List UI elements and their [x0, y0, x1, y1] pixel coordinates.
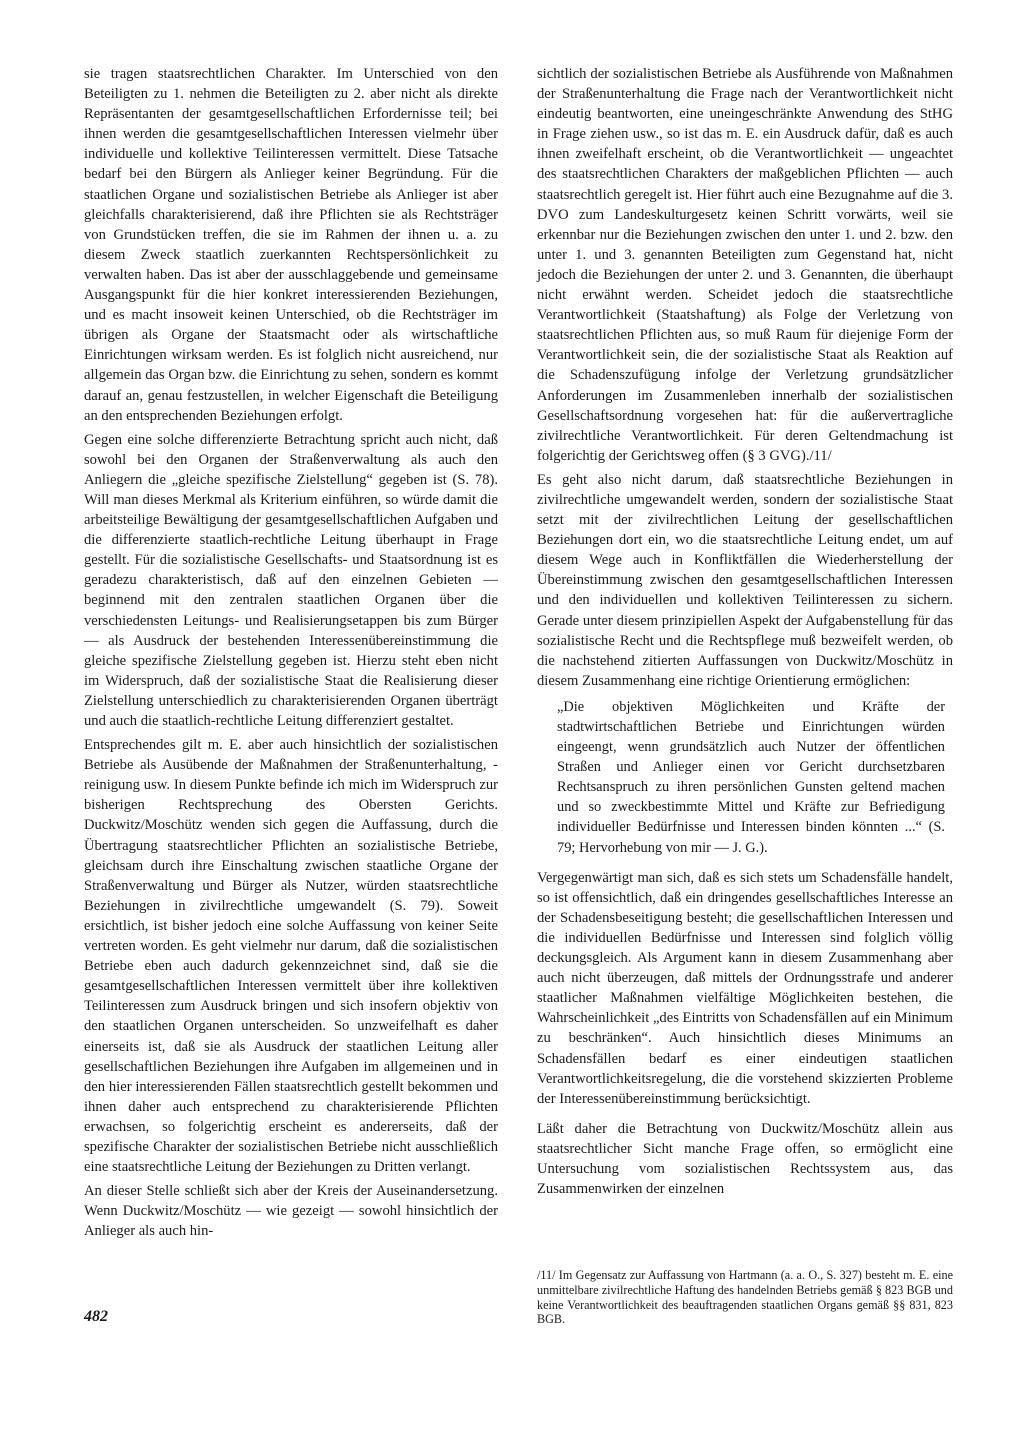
paragraph: Gegen eine solche differenzierte Betrachtung spricht auch nicht, daß sowohl bei den Organen der Straßenverwaltung als auch den Anliegern die „gleiche spezifische Zielstellung“ gegeben ist (S. 78). Will man dieses Merkmal als Kriterium einführen, so würde damit die arbeitsteilige Bewältigung der gesamtgesellschaftlichen Aufgaben und die differenzierte staatlich-rechtliche Leitung überhaupt in Frage gestellt. Für die sozialistische Gesellschafts- und Staatsordnung ist es geradezu charakteristisch, daß auf den einzelnen Gebieten — beginnend mit den zentralen staatlichen Organen über die verschiedensten Leitungs- und Realisierungsetappen bis zum Bürger — als Ausdruck der bestehenden Interessenübereinstimmung die gleiche spezifische Zielstellung gegeben ist. Hierzu steht eben nicht im Widerspruch, daß der sozialistische Staat die Realisierung dieser Zielstellung unterschiedlich zu charakterisierenden Organen überträgt und auch die staatlich-rechtliche Leitung differenziert gestaltet.: [84, 431, 498, 729]
paragraph: sie tragen staatsrechtlichen Charakter. Im Unterschied von den Beteiligten zu 1. nehmen die Beteiligten zu 2. aber nicht als direkte Repräsentanten der gesamtgesellschaftlichen Erfordernisse teil; bei ihnen werden die gesamtgesellschaftlichen Interessen vielmehr über individuelle und kollektive Teilinteressen vermittelt. Diese Tatsache bedarf bei den Bürgern als Anlieger keiner Begründung. Für die staatlichen Organe und sozialistischen Betriebe als Anlieger ist aber gleichfalls charakterisierend, daß ihre Pflichten sie als Rechtsträger von Grundstücken treffen, die sie im Rahmen der ihnen u. a. zu diesem Zweck staatlich zuerkannten Rechtspersönlichkeit zu verwalten haben. Das ist aber der ausschlaggebende und gemeinsame Ausgangspunkt für die hier konkret interessierenden Beziehungen, und es macht insoweit keinen Unterschied, ob die Rechtsträger im übrigen als Organe der Staatsmacht oder als wirtschaftliche Einrichtungen wirksam werden. Es ist folglich nicht ausreichend, nur allgemein das Organ bzw. die Einrichtung zu sehen, sondern es kommt darauf an, genau festzustellen, in welcher Eigenschaft die Beteiligung an den entsprechenden Beziehungen erfolgt.: [84, 66, 498, 424]
page-number: 482: [84, 1308, 108, 1325]
paragraph: Vergegenwärtigt man sich, daß es sich stets um Schadensfälle handelt, so ist offensichtlich, daß ein dringendes gesellschaftliches Interesse an der Schadensbeseitigung besteht; die gesellschaftlichen Interessen und die individuellen Bedürfnisse und Interessen sind folglich völlig deckungsgleich. Als Argument kann in diesem Zusammenhang aber auch nicht überzeugen, daß mittels der Ordnungsstrafe und anderer staatlicher Maßnahmen vielfältige Möglichkeiten bestehen, die Wahrscheinlichkeit „des Eintritts von Schadensfällen auf ein Minimum zu beschränken“. Auch hinsichtlich dieses Minimums an Schadensfällen bedarf es einer eindeutigen staatlichen Verantwortlichkeitsregelung, die die vorstehend skizzierten Probleme der Interessenübereinstimmung berücksichtigt.: [537, 869, 953, 1107]
footnote: [537, 1268, 953, 1327]
paragraph: An dieser Stelle schließt sich aber der Kreis der Auseinandersetzung. Wenn Duckwitz/Moschütz — wie gezeigt — sowohl hinsichtlich der Anlieger als auch hin-: [84, 1183, 498, 1240]
paragraph: sichtlich der sozialistischen Betriebe als Ausführende von Maßnahmen der Straßenunterhaltung die Frage nach der Verantwortlichkeit nicht eindeutig beantworten, eine uneingeschränkte Anwendung des StHG in Frage ziehen usw., so ist das m. E. ein Ausdruck dafür, daß es auch ihnen zweifelhaft erscheint, ob die Verantwortlichkeit — ungeachtet des staatsrechtlichen Charakters der maßgeblichen Pflichten — auch staatsrechtlich geregelt ist. Hier führt auch eine Bezugnahme auf die 3. DVO zum Landeskulturgesetz keinen Schritt vorwärts, weil sie erkennbar nur die Beziehungen zwischen den unter 1. und 2. bzw. den unter 1. und 3. genannten Beteiligten zum Gegenstand hat, nicht jedoch die Beziehungen der unter 2. und 3. Genannten, die überhaupt nicht erwähnt werden. Scheidet jedoch die staatsrechtliche Verantwortlichkeit (Staatshaftung) als Folge der Verletzung von staatsrechtlichen Pflichten aus, so muß Raum für diejenige Form der Verantwortlichkeit sein, die der sozialistische Staat als Reaktion auf die Schadenszufügung infolge der Verletzung grundsätzlicher Anforderungen im Zusammenleben innerhalb der sozialistischen Gesellschaftsordnung vorgesehen hat: für die außervertragliche zivilrechtliche Verantwortlichkeit. Für deren Geltendmachung ist folgerichtig der Gerichtsweg offen (§ 3 GVG)./11/: [537, 66, 953, 464]
block-quote: „Die objektiven Möglichkeiten und Kräfte der stadtwirtschaftlichen Betriebe und Einrichtungen würden eingeengt, wenn grundsätzlich auch Nutzer der öffentlichen Straßen und Anlieger einen vor Gericht durchsetzbaren Rechtsanspruch zu ihren persönlichen Gunsten geltend machen und so zweckbestimmte Mittel und Kräfte zur Befriedigung individueller Bedürfnisse und Interessen binden könnten ...“ (S. 79; Hervorhebung von mir — J. G.).: [557, 698, 945, 856]
paragraph: Entsprechendes gilt m. E. aber auch hinsichtlich der sozialistischen Betriebe als Ausübende der Maßnahmen der Straßenunterhaltung, -reinigung usw. In diesem Punkte befinde ich mich im Widerspruch zur bisherigen Rechtsprechung des Obersten Gerichts. Duckwitz/Moschütz wenden sich gegen die Auffassung, durch die Übertragung staatsrechtlicher Pflichten an sozialistische Betriebe, gleichsam durch ihre Einschaltung zwischen staatliche Organe der Straßenverwaltung und Bürger als Nutzer, würden staatsrechtliche Beziehungen in zivilrechtliche umgewandelt (S. 79). Soweit ersichtlich, ist bisher jedoch eine solche Auffassung von keiner Seite vertreten worden. Es geht vielmehr nur darum, daß die sozialistischen Betriebe eben auch dadurch gekennzeichnet sind, daß sie die gesamtgesellschaftlichen Interessen vermittelt über ihre kollektiven Teilinteressen zum Ausdruck bringen und sich insofern objektiv von den staatlichen Organen unterscheiden. So unzweifelhaft es daher einerseits ist, daß sie als Ausdruck der staatlichen Leitung aller gesellschaftlichen Beziehungen ihre Aufgaben im allgemeinen und in den hier interessierenden Fällen staatsrechtlich gestellt bekommen und ihnen daher auch entsprechend zu charakterisierende Pflichten erwachsen, so folgerichtig erscheint es andererseits, daß der spezifische Charakter der sozialistischen Betriebe nicht ausschließlich eine staatsrechtliche Leitung der Beziehungen zu Dritten verlangt.: [84, 737, 498, 1176]
footnote-text: /11/ Im Gegensatz zur Auffassung von Hartmann (a. a. O., S. 327) besteht m. E. eine unmittelbare zivilrechtliche Haftung des handelnden Betriebs gemäß § 823 BGB und keine Verantwortlichkeit des beauftragenden staatlichen Organs gemäß §§ 831, 823 BGB.: [537, 1268, 953, 1327]
paragraph: Läßt daher die Betrachtung von Duckwitz/Moschütz allein aus staatsrechtlicher Sicht manche Frage offen, so ermöglicht eine Untersuchung vom sozialistischen Rechtssystem aus, das Zusammenwirken der einzelnen: [537, 1120, 953, 1198]
right-column: [537, 64, 953, 1199]
left-column: [84, 64, 498, 1241]
paragraph: Es geht also nicht darum, daß staatsrechtliche Beziehungen in zivilrechtliche umgewandelt werden, sondern der sozialistische Staat setzt mit der zivilrechtlichen Leitung der gesellschaftlichen Beziehungen dort ein, wo die staatsrechtliche Leitung endet, um auf diesem Wege auch in Konfliktfällen die Wiederherstellung der Übereinstimmung zwischen den gesamtgesellschaftlichen Interessen und den individuellen und kollektiven Teilinteressen zu sichern. Gerade unter diesem prinzipiellen Aspekt der Aufgabenstellung für das sozialistische Recht und die Rechtspflege muß bezweifelt werden, ob die nachstehend zitierten Auffassungen von Duckwitz/Moschütz in diesem Zusammenhang eine richtige Orientierung ermöglichen:: [537, 471, 953, 689]
